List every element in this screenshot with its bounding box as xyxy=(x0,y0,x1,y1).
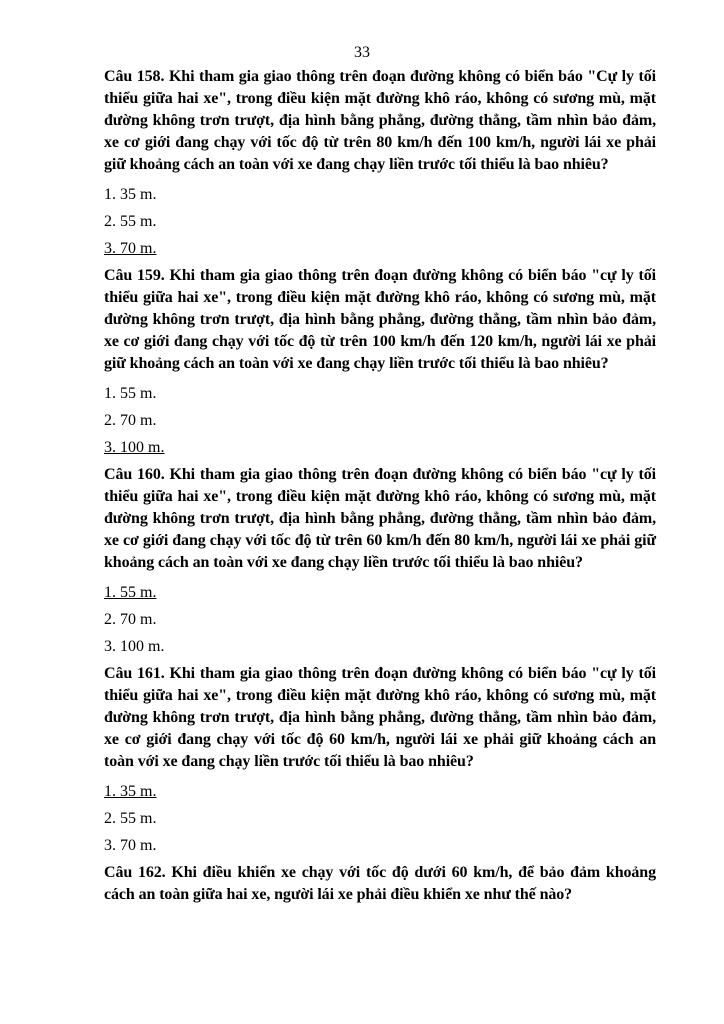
question-text: Câu 160. Khi tham gia giao thông trên đoạn đường không có biển báo "cự ly tối thiểu giữa hai xe", trong điều kiện mặt đường khô ráo, không có sương mù, mặt đường không trơn trượt, địa hình bằng phẳng, đường thẳng, tầm nhìn bảo đảm, xe cơ giới đang chạy với tốc độ từ trên 60 km/h đến 80 km/h, người lái xe phải giữ khoảng cách an toàn với xe đang chạy liền trước tối thiểu là bao nhiêu? xyxy=(104,466,656,571)
question-text: Câu 162. Khi điều khiển xe chạy với tốc độ dưới 60 km/h, để bảo đảm khoảng cách an toàn giữa hai xe, người lái xe phải điều khiển xe như thế nào? xyxy=(104,864,656,903)
question-list xyxy=(104,66,656,914)
answer-option-correct: 1. 35 m. xyxy=(104,783,157,800)
question-text: Câu 159. Khi tham gia giao thông trên đoạn đường không có biển báo "cự ly tối thiểu giữa hai xe", trong điều kiện mặt đường khô ráo, không có sương mù, mặt đường không trơn trượt, địa hình bằng phẳng, đường thẳng, tầm nhìn bảo đảm, xe cơ giới đang chạy với tốc độ từ trên 100 km/h đến 120 km/h, người lái xe phải giữ khoảng cách an toàn với xe đang chạy liền trước tối thiểu là bao nhiêu? xyxy=(104,267,656,372)
question-159 xyxy=(104,265,656,459)
question-162 xyxy=(104,862,656,906)
answer-option: 3. 70 m. xyxy=(104,837,157,854)
answer-option: 3. 100 m. xyxy=(104,638,165,655)
answer-option: 1. 55 m. xyxy=(104,385,157,402)
question-text: Câu 161. Khi tham gia giao thông trên đoạn đường không có biển báo "cự ly tối thiểu giữa hai xe", trong điều kiện mặt đường khô ráo, không có sương mù, mặt đường không trơn trượt, địa hình bằng phẳng, đường thẳng, tầm nhìn bảo đảm, xe cơ giới đang chạy với tốc độ 60 km/h, người lái xe phải giữ khoảng cách an toàn với xe đang chạy liền trước tối thiểu là bao nhiêu? xyxy=(104,665,656,770)
question-161 xyxy=(104,663,656,857)
answer-option-correct: 1. 55 m. xyxy=(104,584,157,601)
question-text: Câu 158. Khi tham gia giao thông trên đoạn đường không có biển báo "Cự ly tối thiểu giữa hai xe", trong điều kiện mặt đường khô ráo, không có sương mù, mặt đường không trơn trượt, địa hình bằng phẳng, đường thẳng, tầm nhìn bảo đảm, xe cơ giới đang chạy với tốc độ từ trên 80 km/h đến 100 km/h, người lái xe phải giữ khoảng cách an toàn với xe đang chạy liền trước tối thiểu là bao nhiêu? xyxy=(104,68,656,173)
answer-option-correct: 3. 70 m. xyxy=(104,240,157,257)
answer-option-correct: 3. 100 m. xyxy=(104,439,165,456)
answer-option: 2. 55 m. xyxy=(104,213,157,230)
answer-option: 1. 35 m. xyxy=(104,186,157,203)
question-160 xyxy=(104,464,656,658)
answer-option: 2. 55 m. xyxy=(104,810,157,827)
answer-option: 2. 70 m. xyxy=(104,611,157,628)
answer-option: 2. 70 m. xyxy=(104,412,157,429)
page-number: 33 xyxy=(354,44,370,61)
question-158 xyxy=(104,66,656,260)
